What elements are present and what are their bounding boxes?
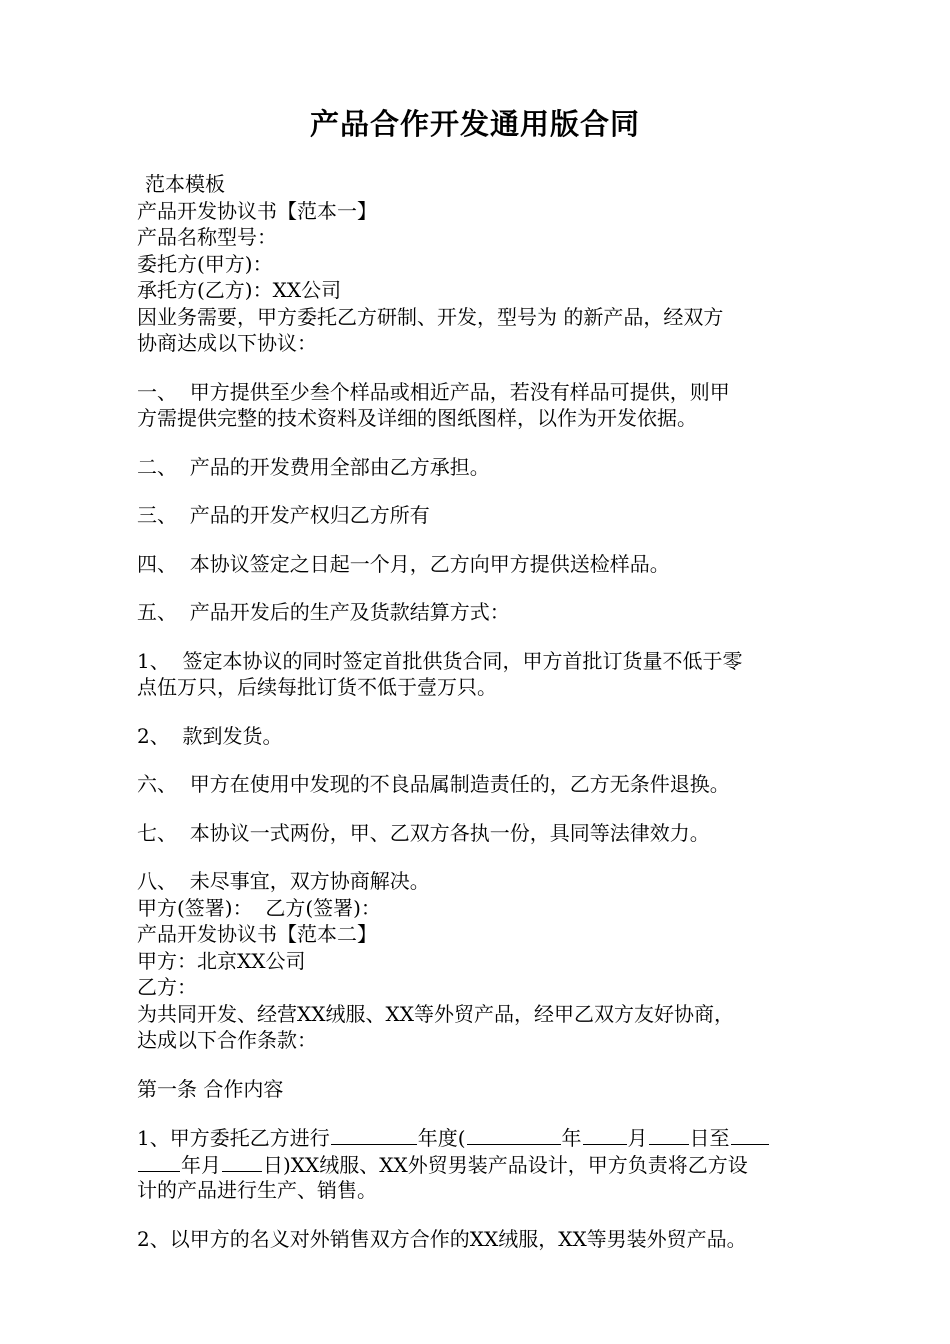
text-line: 点伍万只，后续每批订货不低于壹万只。 — [137, 675, 497, 699]
paragraph-gap — [137, 1054, 817, 1076]
text-line: 因业务需要，甲方委托乙方研制、开发，型号为 的新产品，经双方 — [137, 304, 724, 329]
paragraph-gap — [137, 577, 817, 599]
text-segment: 日至 — [689, 1126, 730, 1150]
fill-blank — [649, 1124, 689, 1145]
text-line: 四、 本协议签定之日起一个月，乙方向甲方提供送检样品。 — [137, 551, 670, 576]
paragraph-gap — [137, 529, 817, 551]
text-segment: 月 — [627, 1126, 648, 1150]
text-line: 乙方： — [137, 975, 197, 999]
fill-blank — [138, 1151, 180, 1172]
text-line: 计的产品进行生产、销售。 — [137, 1178, 377, 1202]
paragraph-gap — [137, 1204, 817, 1226]
text-line: 范本模板 — [145, 172, 225, 196]
text-line: 产品开发协议书【范本一】 — [137, 198, 377, 223]
paragraph-gap — [137, 798, 817, 820]
text-line: 产品名称型号： — [137, 225, 277, 249]
paragraph-gap — [137, 626, 817, 648]
text-line: 二、 产品的开发费用全部由乙方承担。 — [137, 454, 490, 479]
paragraph-gap — [137, 357, 817, 379]
text-line: 委托方(甲方)： — [137, 251, 273, 276]
fill-blank — [467, 1124, 561, 1145]
text-line-with-blanks — [137, 1151, 817, 1178]
text-line: 为共同开发、经营XX绒服、XX等外贸产品，经甲乙双方友好协商， — [137, 1001, 734, 1026]
text-line: 1、 签定本协议的同时签定首批供货合同，甲方首批订货量不低于零 — [137, 648, 743, 673]
text-line: 2、以甲方的名义对外销售双方合作的XX绒服，XX等男装外贸产品。 — [137, 1226, 747, 1251]
text-segment: 年 — [561, 1126, 582, 1150]
paragraph-gap — [137, 432, 817, 454]
text-segment: 年月 — [181, 1152, 221, 1177]
fill-blank — [331, 1124, 417, 1145]
text-line: 八、 未尽事宜，双方协商解决。 — [137, 869, 430, 893]
text-line: 甲方：北京XX公司 — [137, 948, 306, 973]
text-line: 六、 甲方在使用中发现的不良品属制造责任的，乙方无条件退换。 — [137, 772, 730, 796]
text-line: 达成以下合作条款： — [137, 1028, 317, 1052]
text-line: 承托方(乙方)：XX公司 — [137, 278, 342, 302]
text-line: 一、 甲方提供至少叁个样品或相近产品，若没有样品可提供，则甲 — [137, 379, 730, 404]
text-segment: 日)XX绒服、XX外贸男装产品设计，甲方负责将乙方设 — [263, 1152, 748, 1177]
text-line: 七、 本协议一式两份，甲、乙双方各执一份，具同等法律效力。 — [137, 820, 710, 845]
text-line: 2、 款到发货。 — [137, 723, 283, 748]
paragraph-gap — [137, 701, 817, 723]
paragraph-gap — [137, 749, 817, 771]
text-line: 五、 产品开发后的生产及货款结算方式： — [137, 600, 510, 624]
text-line: 方需提供完整的技术资料及详细的图纸图样，以作为开发依据。 — [137, 406, 697, 430]
text-line: 甲方(签署)： 乙方(签署)： — [137, 895, 381, 920]
paragraph-gap — [137, 846, 817, 868]
text-segment: 1、甲方委托乙方进行 — [137, 1126, 330, 1150]
fill-blank — [583, 1124, 627, 1145]
text-line: 协商达成以下协议： — [137, 331, 317, 355]
text-line-with-blanks — [137, 1124, 817, 1151]
text-line: 第一条 合作内容 — [137, 1076, 284, 1101]
text-segment: 年度( — [417, 1126, 466, 1150]
paragraph-gap — [137, 480, 817, 502]
fill-blank — [731, 1124, 769, 1145]
fill-blank — [222, 1151, 262, 1172]
paragraph-gap — [137, 1102, 817, 1124]
document-title: 产品合作开发通用版合同 — [309, 107, 640, 141]
document-body — [137, 171, 817, 1252]
text-line: 三、 产品的开发产权归乙方所有 — [137, 503, 430, 527]
text-line: 产品开发协议书【范本二】 — [137, 922, 377, 946]
